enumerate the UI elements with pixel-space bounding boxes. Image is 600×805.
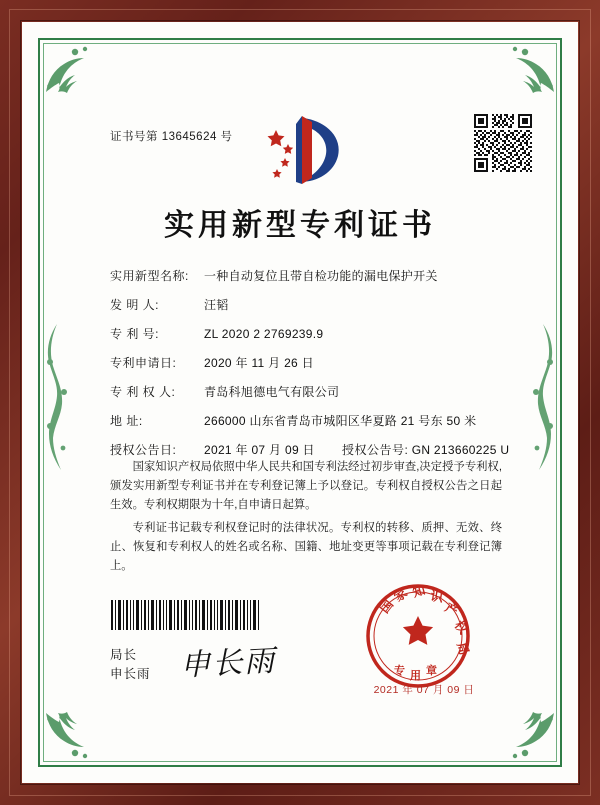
barcode-icon xyxy=(110,600,260,630)
svg-text:家: 家 xyxy=(390,584,410,605)
field-label: 发 明 人: xyxy=(110,298,160,312)
certificate-content xyxy=(68,66,532,739)
qr-code-icon xyxy=(474,114,532,172)
field-row-application-date xyxy=(110,349,502,378)
field-row-address xyxy=(110,407,502,436)
field-row-patent-number xyxy=(110,320,502,349)
svg-text:章: 章 xyxy=(426,664,437,677)
field-row-inventor xyxy=(110,291,502,320)
svg-text:权: 权 xyxy=(451,617,472,637)
svg-text:用: 用 xyxy=(410,669,421,682)
field-value: 青岛科旭德电气有限公司 xyxy=(204,385,340,399)
field-value: 2020 年 11 月 26 日 xyxy=(204,356,314,370)
field-label: 专 利 权 人: xyxy=(110,385,176,399)
official-seal xyxy=(364,582,472,690)
field-label-grant-number: 授权公告号: xyxy=(342,443,409,457)
field-label: 实用新型名称: xyxy=(110,269,189,283)
signature-block xyxy=(110,646,151,684)
vine-flourish-icon xyxy=(44,322,70,472)
seal-date: 2021 年 07 月 09 日 xyxy=(373,684,475,696)
svg-text:国: 国 xyxy=(376,596,397,616)
certificate-number: 证书号第 13645624 号 xyxy=(110,131,233,143)
field-label: 地 址: xyxy=(110,414,143,428)
page-title: 实用新型专利证书 xyxy=(164,208,436,243)
field-value: 266000 山东省青岛市城阳区华夏路 21 号东 50 米 xyxy=(204,414,477,428)
field-value-grant-number: GN 213660225 U xyxy=(411,443,510,457)
certificate-paper xyxy=(22,22,578,783)
cnipa-logo-icon xyxy=(252,112,348,186)
legal-paragraph-2: 专利证书记载专利权登记时的法律状况。专利权的转移、质押、无效、终止、恢复和专利权人的姓名或名称、国籍、地址变更等事项记载在专利登记簿上。 xyxy=(110,522,502,572)
field-row-name xyxy=(110,262,502,291)
field-row-patentee xyxy=(110,378,502,407)
vine-flourish-icon xyxy=(530,322,556,472)
svg-text:知: 知 xyxy=(410,582,427,600)
svg-text:产: 产 xyxy=(442,599,461,619)
legal-paragraph-1: 国家知识产权局依照中华人民共和国专利法经过初步审查,决定授予专利权,颁发实用新型专利证书并在专利登记簿上予以登记。专利权自授权公告之日起生效。专利权期限为十年,自申请日起算。 xyxy=(110,461,502,511)
field-list xyxy=(110,262,510,465)
legal-text-block xyxy=(110,458,502,580)
field-label: 专利申请日: xyxy=(110,356,177,370)
svg-text:专: 专 xyxy=(394,664,405,677)
director-title-label: 局长 xyxy=(110,648,138,662)
svg-text:局: 局 xyxy=(454,640,472,657)
field-label: 专 利 号: xyxy=(110,327,160,341)
field-label-grant-date: 授权公告日: xyxy=(110,443,177,457)
director-name-label: 申长雨 xyxy=(110,667,151,681)
field-value: 汪韬 xyxy=(204,298,229,312)
field-value: 一种自动复位且带自检功能的漏电保护开关 xyxy=(204,269,438,283)
svg-text:识: 识 xyxy=(429,588,445,605)
handwritten-signature: 申长雨 xyxy=(179,643,278,684)
field-value: ZL 2020 2 2769239.9 xyxy=(204,327,324,341)
field-value-grant-date: 2021 年 07 月 09 日 xyxy=(204,443,315,457)
